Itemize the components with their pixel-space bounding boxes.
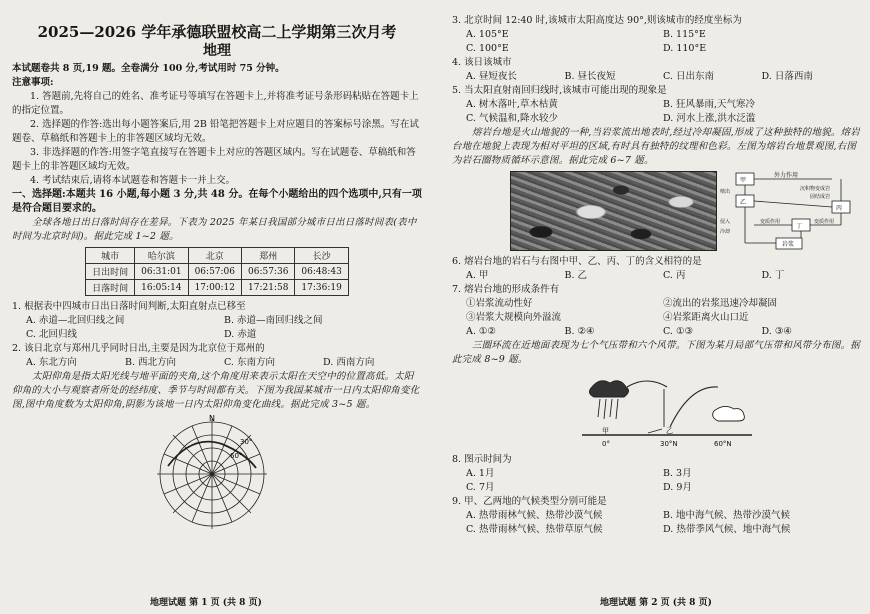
option: B. ②④	[564, 326, 595, 337]
rock-box-yi: 乙	[740, 199, 747, 206]
note-item: 3. 非选择题的作答:用签字笔直接写在答题卡上对应的答题区域内。写在试题卷、草稿纸和答题卡上的非答题区域均无效。	[12, 147, 416, 172]
question-3-options	[452, 28, 860, 56]
question-5-options	[452, 98, 860, 126]
question-2-options	[12, 356, 422, 370]
option: B. 狂风暴雨,天气寒冷	[663, 99, 756, 110]
solar-elevation-figure	[12, 412, 422, 530]
material-3: 熔岩台地是火山地貌的一种,当岩浆流出地表时,经过冷却凝固,形成了这种独特的地貌。熔岩台地在地貌上表现为相对平坦的区域,有时具有独特的纹理和色彩。左图为熔岩台地景观图,右图为岩石圈物质循环示意图。据此完成 6~7 题。	[452, 127, 860, 166]
question-5-stem: 5. 当太阳直射南回归线时,该城市可能出现的现象是	[452, 85, 667, 96]
table-header-cell: 郑州	[242, 248, 295, 264]
note-item: 2. 选择题的作答:选出每小题答案后,用 2B 铅笔把答题卡上对应题目的答案标号涂黑。写在试题卷、草稿纸和答题卡上的非答题区域均无效。	[12, 119, 419, 144]
left-column	[12, 22, 422, 614]
label-cooling: 冷却	[720, 229, 731, 235]
option: C. 100°E	[466, 43, 509, 54]
table-cell: 日落时间	[86, 280, 135, 296]
option: B. 赤道—南回归线之间	[224, 315, 323, 326]
rock-box-bing: 丙	[836, 205, 843, 212]
table-cell: 06:31:01	[135, 264, 188, 280]
option: B. 昼长夜短	[564, 71, 616, 82]
option: B. 115°E	[663, 29, 706, 40]
table-cell: 日出时间	[86, 264, 135, 280]
question-9-options	[452, 509, 860, 537]
table-cell: 06:57:36	[242, 264, 295, 280]
latitude-0: 0°	[602, 440, 610, 448]
exam-intro: 本试题卷共 8 页,19 题。全卷满分 100 分,考试用时 75 分钟。	[12, 63, 285, 74]
table-cell: 17:21:58	[242, 280, 295, 296]
label-compaction: 固结成岩	[810, 194, 831, 200]
table-row	[86, 264, 349, 280]
page-footer-left: 地理试题 第 1 页 (共 8 页)	[150, 598, 262, 608]
option: A. 昼短夜长	[466, 71, 517, 82]
option: D. 日落西南	[761, 71, 813, 82]
ring-label-30: 30°	[240, 438, 253, 446]
option: A. 赤道—北回归线之间	[26, 315, 125, 326]
table-header-cell: 哈尔滨	[135, 248, 188, 264]
rock-box-magma: 岩浆	[782, 241, 795, 248]
option: D. 赤道	[224, 329, 257, 340]
option: D. 热带季风气候、地中海气候	[663, 524, 791, 535]
question-1-stem: 1. 根据表中四城市日出日落时间判断,太阳直射点已移至	[12, 301, 246, 312]
option: A. ①②	[466, 326, 496, 337]
rock-box-jia: 甲	[740, 177, 747, 184]
question-6-stem: 6. 熔岩台地的岩石与右图中甲、乙、丙、丁的含义相符的是	[452, 256, 702, 267]
option: C. ①③	[663, 326, 694, 337]
option: D. ③④	[761, 326, 792, 337]
option: A. 甲	[466, 270, 489, 281]
material-2: 太阳仰角是指太阳光线与地平面的夹角,这个角度用来表示太阳在天空中的位置高低。太阳仰角的大小与观察者所处的经纬度、季节与时间都有关。下图为我国某城市一日内太阳仰角变化图,图中角度数为太阳仰角,阴影为该地一日内太阳仰角变化曲线。据此完成 3~5 题。	[12, 371, 420, 410]
exam-subject: 地理	[203, 43, 231, 59]
option: A. 105°E	[466, 29, 509, 40]
option: C. 气候温和,降水较少	[466, 113, 558, 124]
option: D. 9月	[663, 482, 692, 493]
latitude-30n: 30°N	[660, 440, 678, 448]
pressure-wind-figure	[452, 367, 860, 453]
rock-box-ding: 丁	[796, 223, 803, 230]
label-yi: 乙	[666, 427, 673, 435]
condition: ③岩浆大规模向外溢流	[466, 312, 562, 323]
rock-cycle-diagram	[714, 171, 864, 251]
exam-title: 2025—2026 学年承德联盟校高二上学期第三次月考	[37, 23, 397, 41]
option: D. 110°E	[663, 43, 707, 54]
table-row	[86, 280, 349, 296]
ring-label-60: 60°	[230, 452, 243, 460]
label-sediment: 沉积物变成岩	[800, 186, 831, 192]
question-4-stem: 4. 该日该城市	[452, 57, 512, 68]
option: D. 西南方向	[323, 357, 375, 368]
question-3-stem: 3. 北京时间 12:40 时,该城市太阳高度达 90°,则该城市的经度坐标为	[452, 15, 742, 26]
rain-cloud-icon	[589, 381, 628, 397]
label-intrusion: 侵入	[720, 219, 731, 225]
note-item: 1. 答题前,先将自己的姓名、准考证号等填写在答题卡上,并将准考证号条形码粘贴在答题卡上的指定位置。	[12, 91, 419, 116]
material-4: 三圈环流在近地面表现为七个气压带和六个风带。下图为某月局部气压带和风带分布图。据此完成 8~9 题。	[452, 340, 861, 365]
option: C. 东南方向	[224, 357, 275, 368]
option: C. 日出东南	[663, 71, 714, 82]
option: C. 北回归线	[26, 329, 77, 340]
pressure-belt-diagram	[452, 367, 860, 453]
label-eruption: 喷出	[720, 189, 731, 195]
table-header-cell: 城市	[86, 248, 135, 264]
option: B. 西北方向	[125, 357, 177, 368]
cloud-icon	[713, 406, 745, 421]
lava-plateau-figures	[452, 171, 860, 255]
page-footer-right: 地理试题 第 2 页 (共 8 页)	[600, 598, 712, 608]
table-cell: 17:36:19	[295, 280, 348, 296]
lava-plateau-photo	[510, 171, 717, 251]
option: C. 7月	[466, 482, 495, 493]
label-metamorphism-2: 变质作用	[814, 219, 835, 225]
right-column	[452, 14, 860, 614]
option: A. 热带雨林气候、热带沙漠气候	[466, 510, 603, 521]
table-cell: 17:00:12	[188, 280, 241, 296]
material-1: 全球各地日出日落时间存在差异。下表为 2025 年某日我国部分城市日出日落时间表(表中时间为北京时间)。据此完成 1~2 题。	[12, 217, 417, 242]
option: D. 丁	[761, 270, 785, 281]
label-metamorphism-1: 变质作用	[760, 219, 781, 225]
option: D. 河水上涨,洪水泛滥	[663, 113, 756, 124]
notes-heading: 注意事项:	[12, 77, 54, 88]
condition: ②流出的岩浆迅速冷却凝固	[663, 298, 778, 309]
table-cell: 16:05:14	[135, 280, 188, 296]
option: C. 丙	[663, 270, 686, 281]
question-9-stem: 9. 甲、乙两地的气候类型分别可能是	[452, 496, 607, 507]
condition: ①岩浆流动性好	[466, 298, 533, 309]
condition: ④岩浆距离火山口近	[663, 312, 749, 323]
question-1-options	[12, 314, 422, 342]
section-heading: 一、选择题:本题共 16 小题,每小题 3 分,共 48 分。在每个小题给出的四个选项中,只有一项是符合题目要求的。	[12, 189, 422, 214]
table-cell: 06:57:06	[188, 264, 241, 280]
polar-diagram	[12, 412, 422, 530]
sunrise-sunset-table	[85, 247, 349, 296]
table-header-cell: 长沙	[295, 248, 348, 264]
question-8-stem: 8. 图示时间为	[452, 454, 512, 465]
question-8-options	[452, 467, 860, 495]
note-item: 4. 考试结束后,请将本试题卷和答题卡一并上交。	[30, 175, 236, 186]
option: C. 热带雨林气候、热带草原气候	[466, 524, 603, 535]
option: B. 乙	[564, 270, 588, 281]
question-7-options	[452, 325, 860, 339]
latitude-60n: 60°N	[714, 440, 732, 448]
option: B. 3月	[663, 468, 692, 479]
question-7-stem: 7. 熔岩台地的形成条件有	[452, 284, 560, 295]
option: A. 树木落叶,草木枯黄	[466, 99, 558, 110]
option: B. 地中海气候、热带沙漠气候	[663, 510, 791, 521]
table-cell: 06:48:43	[295, 264, 348, 280]
label-external-force: 外力作用	[774, 172, 799, 179]
option: A. 1月	[466, 468, 495, 479]
question-6-options	[452, 269, 860, 283]
table-header-cell: 北京	[188, 248, 241, 264]
question-7-conditions	[452, 297, 860, 325]
north-label: N	[209, 414, 215, 423]
table-header-row	[86, 248, 349, 264]
option: A. 东北方向	[26, 357, 77, 368]
question-4-options	[452, 70, 860, 84]
question-2-stem: 2. 该日北京与郑州几乎同时日出,主要是因为北京位于郑州的	[12, 343, 265, 354]
label-jia: 甲	[602, 427, 609, 435]
